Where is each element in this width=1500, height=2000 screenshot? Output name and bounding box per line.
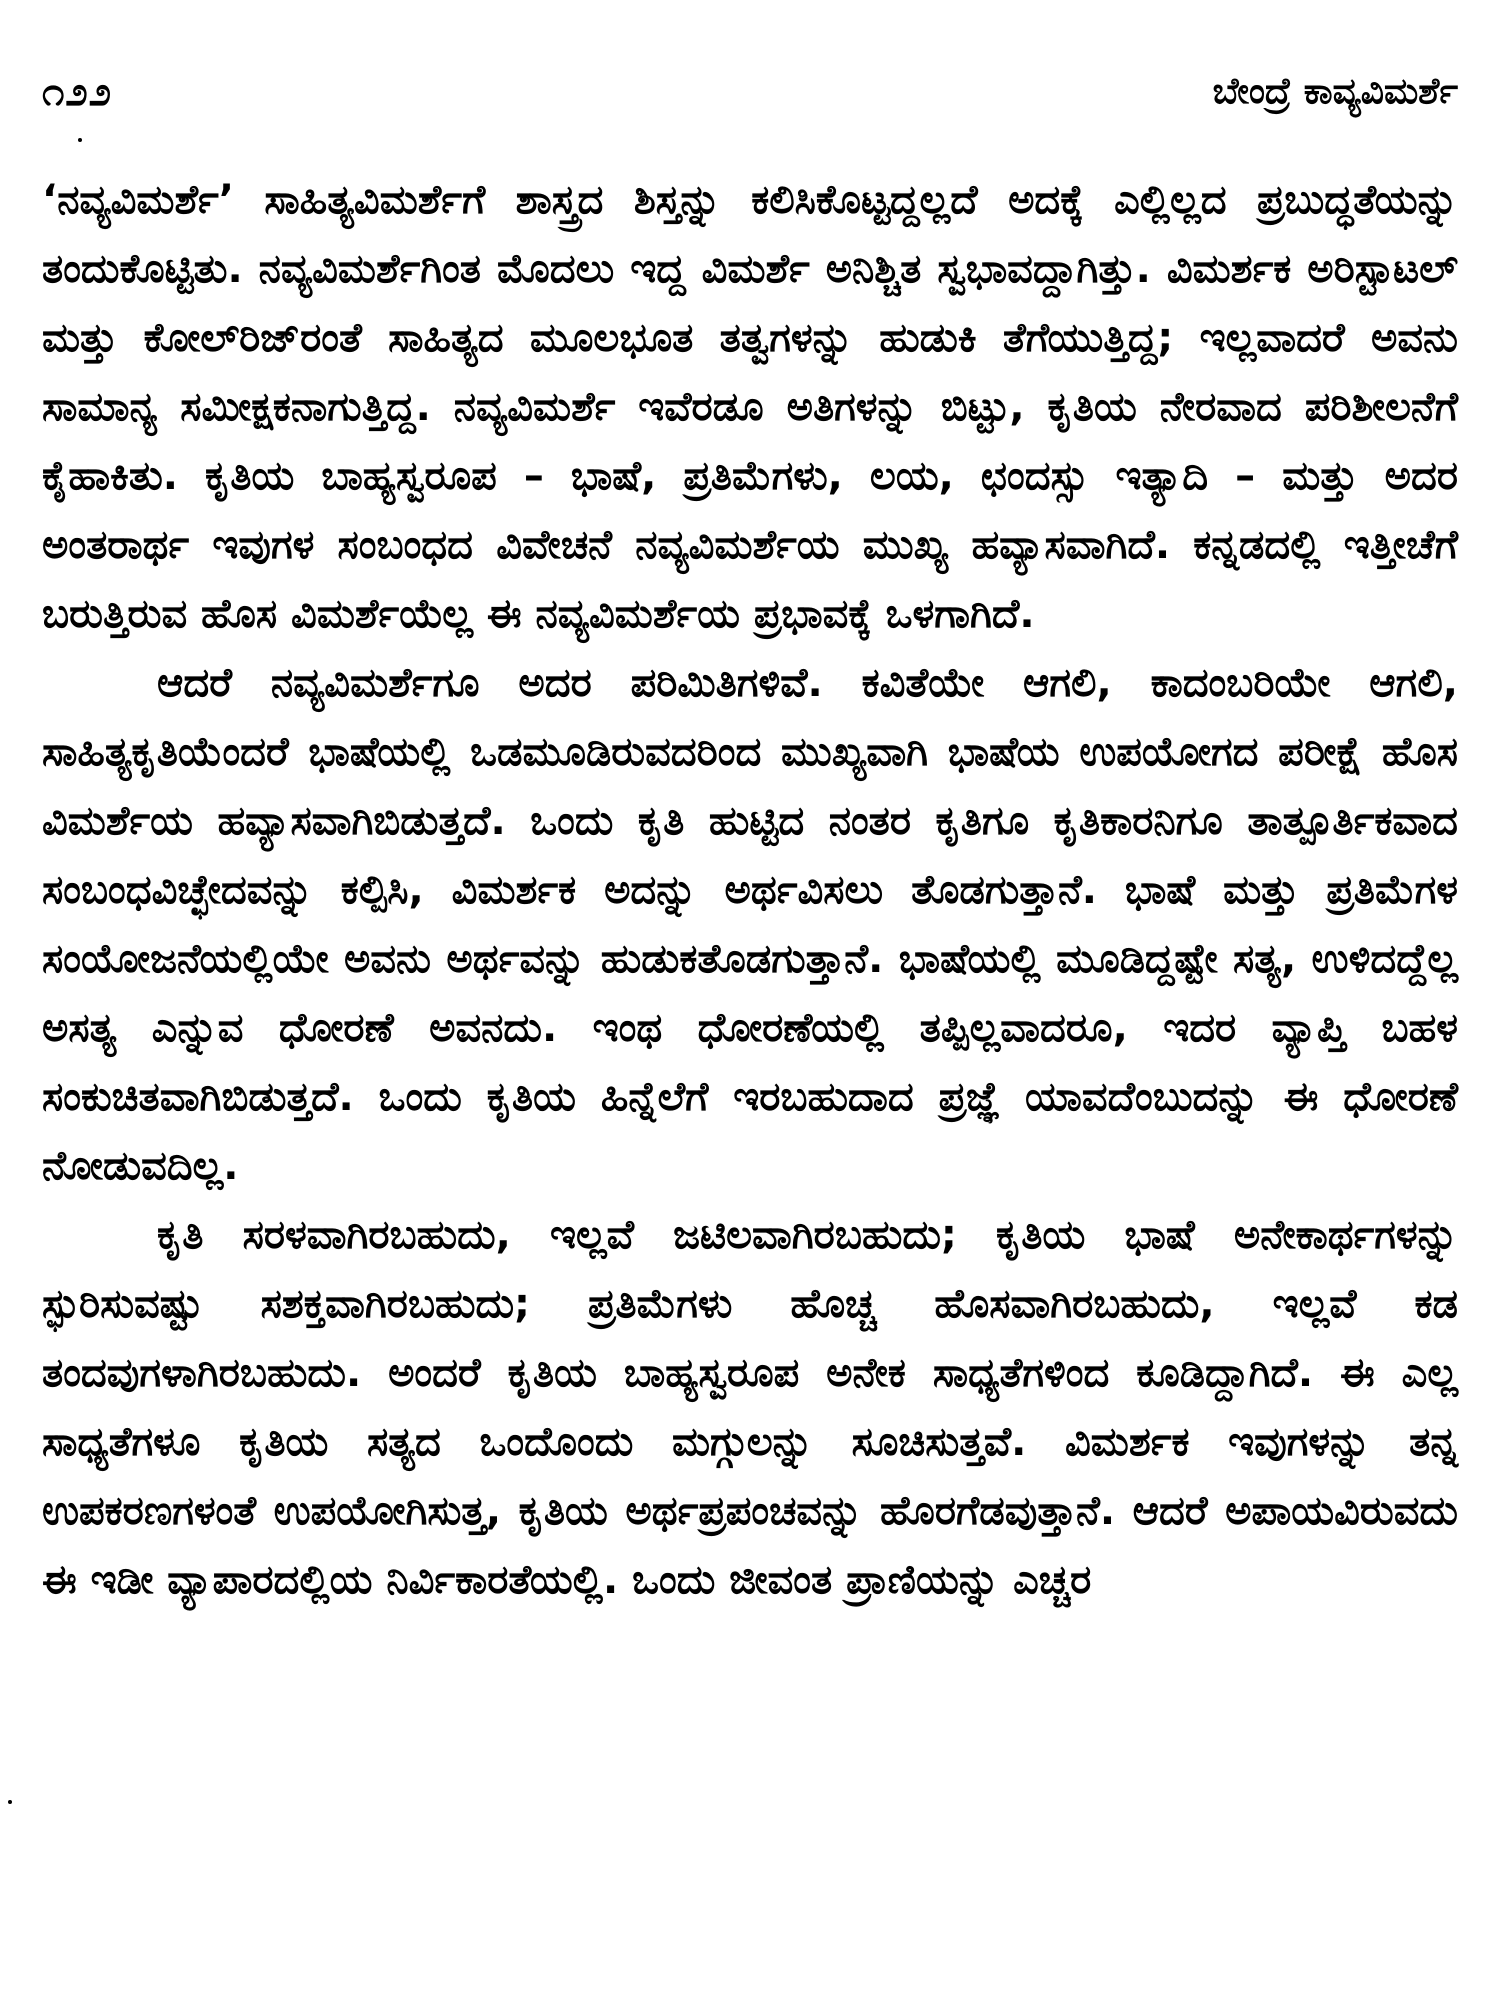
- scan-speck: [8, 1800, 12, 1804]
- paragraph-3: ಕೃತಿ ಸರಳವಾಗಿರಬಹುದು, ಇಲ್ಲವೆ ಜಟಿಲವಾಗಿರಬಹುದು; ಕೃತಿಯ ಭಾಷೆ ಅನೇಕಾರ್ಥಗಳನ್ನು ಸ್ಫುರಿಸುವಷ್ಟು ಸಶಕ್ತವಾಗಿರಬಹುದು; ಪ್ರತಿಮೆಗಳು ಹೊಚ್ಚ ಹೊಸವಾಗಿರಬಹುದು, ಇಲ್ಲವೆ ಕಡ ತಂದವುಗಳಾಗಿರಬಹುದು. ಅಂದರೆ ಕೃತಿಯ ಬಾಹ್ಯಸ್ವರೂಪ ಅನೇಕ ಸಾಧ್ಯತೆಗಳಿಂದ ಕೂಡಿದ್ದಾಗಿದೆ. ಈ ಎಲ್ಲ ಸಾಧ್ಯತೆಗಳೂ ಕೃತಿಯ ಸತ್ಯದ ಒಂದೊಂದು ಮಗ್ಗುಲನ್ನು ಸೂಚಿಸುತ್ತವೆ. ವಿಮರ್ಶಕ ಇವುಗಳನ್ನು ತನ್ನ ಉಪಕರಣಗಳಂತೆ ಉಪಯೋಗಿಸುತ್ತ, ಕೃತಿಯ ಅರ್ಥಪ್ರಪಂಚವನ್ನು ಹೊರಗೆಡವುತ್ತಾನೆ. ಆದರೆ ಅಪಾಯವಿರುವದು ಈ ಇಡೀ ವ್ಯಾಪಾರದಲ್ಲಿಯ ನಿರ್ವಿಕಾರತೆಯಲ್ಲಿ. ಒಂದು ಜೀವಂತ ಪ್ರಾಣಿಯನ್ನು ಎಚ್ಚರ: [42, 1212, 1458, 1603]
- scan-speck: [78, 138, 82, 142]
- page-number: ೧೨೨: [42, 69, 113, 115]
- running-title: ಬೇಂದ್ರೆ ಕಾವ್ಯವಿಮರ್ಶೆ: [1212, 71, 1458, 112]
- body-text: [42, 166, 1458, 1615]
- paragraph-2: ಆದರೆ ನವ್ಯವಿಮರ್ಶೆಗೂ ಅದರ ಪರಿಮಿತಿಗಳಿವೆ. ಕವಿತೆಯೇ ಆಗಲಿ, ಕಾದಂಬರಿಯೇ ಆಗಲಿ, ಸಾಹಿತ್ಯಕೃತಿಯೆಂದರೆ ಭಾಷೆಯಲ್ಲಿ ಒಡಮೂಡಿರುವದರಿಂದ ಮುಖ್ಯವಾಗಿ ಭಾಷೆಯ ಉಪಯೋಗದ ಪರೀಕ್ಷೆ ಹೊಸ ವಿಮರ್ಶೆಯ ಹವ್ಯಾಸವಾಗಿಬಿಡುತ್ತದೆ. ಒಂದು ಕೃತಿ ಹುಟ್ಟಿದ ನಂತರ ಕೃತಿಗೂ ಕೃತಿಕಾರನಿಗೂ ತಾತ್ಪೂರ್ತಿಕವಾದ ಸಂಬಂಧವಿಚ್ಛೇದವನ್ನು ಕಲ್ಪಿಸಿ, ವಿಮರ್ಶಕ ಅದನ್ನು ಅರ್ಥವಿಸಲು ತೊಡಗುತ್ತಾನೆ. ಭಾಷೆ ಮತ್ತು ಪ್ರತಿಮೆಗಳ ಸಂಯೋಜನೆಯಲ್ಲಿಯೇ ಅವನು ಅರ್ಥವನ್ನು ಹುಡುಕತೊಡಗುತ್ತಾನೆ. ಭಾಷೆಯಲ್ಲಿ ಮೂಡಿದ್ದಷ್ಟೇ ಸತ್ಯ, ಉಳಿದದ್ದೆಲ್ಲ ಅಸತ್ಯ ಎನ್ನುವ ಧೋರಣೆ ಅವನದು. ಇಂಥ ಧೋರಣೆಯಲ್ಲಿ ತಪ್ಪಿಲ್ಲವಾದರೂ, ಇದರ ವ್ಯಾಪ್ತಿ ಬಹಳ ಸಂಕುಚಿತವಾಗಿಬಿಡುತ್ತದೆ. ಒಂದು ಕೃತಿಯ ಹಿನ್ನೆಲೆಗೆ ಇರಬಹುದಾದ ಪ್ರಜ್ಞೆ ಯಾವದೆಂಬುದನ್ನು ಈ ಧೋರಣೆ ನೋಡುವದಿಲ್ಲ.: [42, 660, 1458, 1189]
- paragraph-1: ‘ನವ್ಯವಿಮರ್ಶೆ’ ಸಾಹಿತ್ಯವಿಮರ್ಶೆಗೆ ಶಾಸ್ತ್ರದ ಶಿಸ್ತನ್ನು ಕಲಿಸಿಕೊಟ್ಟದ್ದಲ್ಲದೆ ಅದಕ್ಕೆ ಎಲ್ಲಿಲ್ಲದ ಪ್ರಬುದ್ಧತೆಯನ್ನು ತಂದುಕೊಟ್ಟಿತು. ನವ್ಯವಿಮರ್ಶೆಗಿಂತ ಮೊದಲು ಇದ್ದ ವಿಮರ್ಶೆ ಅನಿಶ್ಚಿತ ಸ್ವಭಾವದ್ದಾಗಿತ್ತು. ವಿಮರ್ಶಕ ಅರಿಸ್ಟಾಟಲ್ ಮತ್ತು ಕೋಲ್‌ರಿಜ್‌ರಂತೆ ಸಾಹಿತ್ಯದ ಮೂಲಭೂತ ತತ್ವಗಳನ್ನು ಹುಡುಕಿ ತೆಗೆಯುತ್ತಿದ್ದ; ಇಲ್ಲವಾದರೆ ಅವನು ಸಾಮಾನ್ಯ ಸಮೀಕ್ಷಕನಾಗುತ್ತಿದ್ದ. ನವ್ಯವಿಮರ್ಶೆ ಇವೆರಡೂ ಅತಿಗಳನ್ನು ಬಿಟ್ಟು, ಕೃತಿಯ ನೇರವಾದ ಪರಿಶೀಲನೆಗೆ ಕೈಹಾಕಿತು. ಕೃತಿಯ ಬಾಹ್ಯಸ್ವರೂಪ – ಭಾಷೆ, ಪ್ರತಿಮೆಗಳು, ಲಯ, ಛಂದಸ್ಸು ಇತ್ಯಾದಿ – ಮತ್ತು ಅದರ ಅಂತರಾರ್ಥ ಇವುಗಳ ಸಂಬಂಧದ ವಿವೇಚನೆ ನವ್ಯವಿಮರ್ಶೆಯ ಮುಖ್ಯ ಹವ್ಯಾಸವಾಗಿದೆ. ಕನ್ನಡದಲ್ಲಿ ಇತ್ತೀಚೆಗೆ ಬರುತ್ತಿರುವ ಹೊಸ ವಿಮರ್ಶೆಯೆಲ್ಲ ಈ ನವ್ಯವಿಮರ್ಶೆಯ ಪ್ರಭಾವಕ್ಕೆ ಒಳಗಾಗಿದೆ.: [42, 177, 1458, 637]
- page-header: [42, 62, 1458, 122]
